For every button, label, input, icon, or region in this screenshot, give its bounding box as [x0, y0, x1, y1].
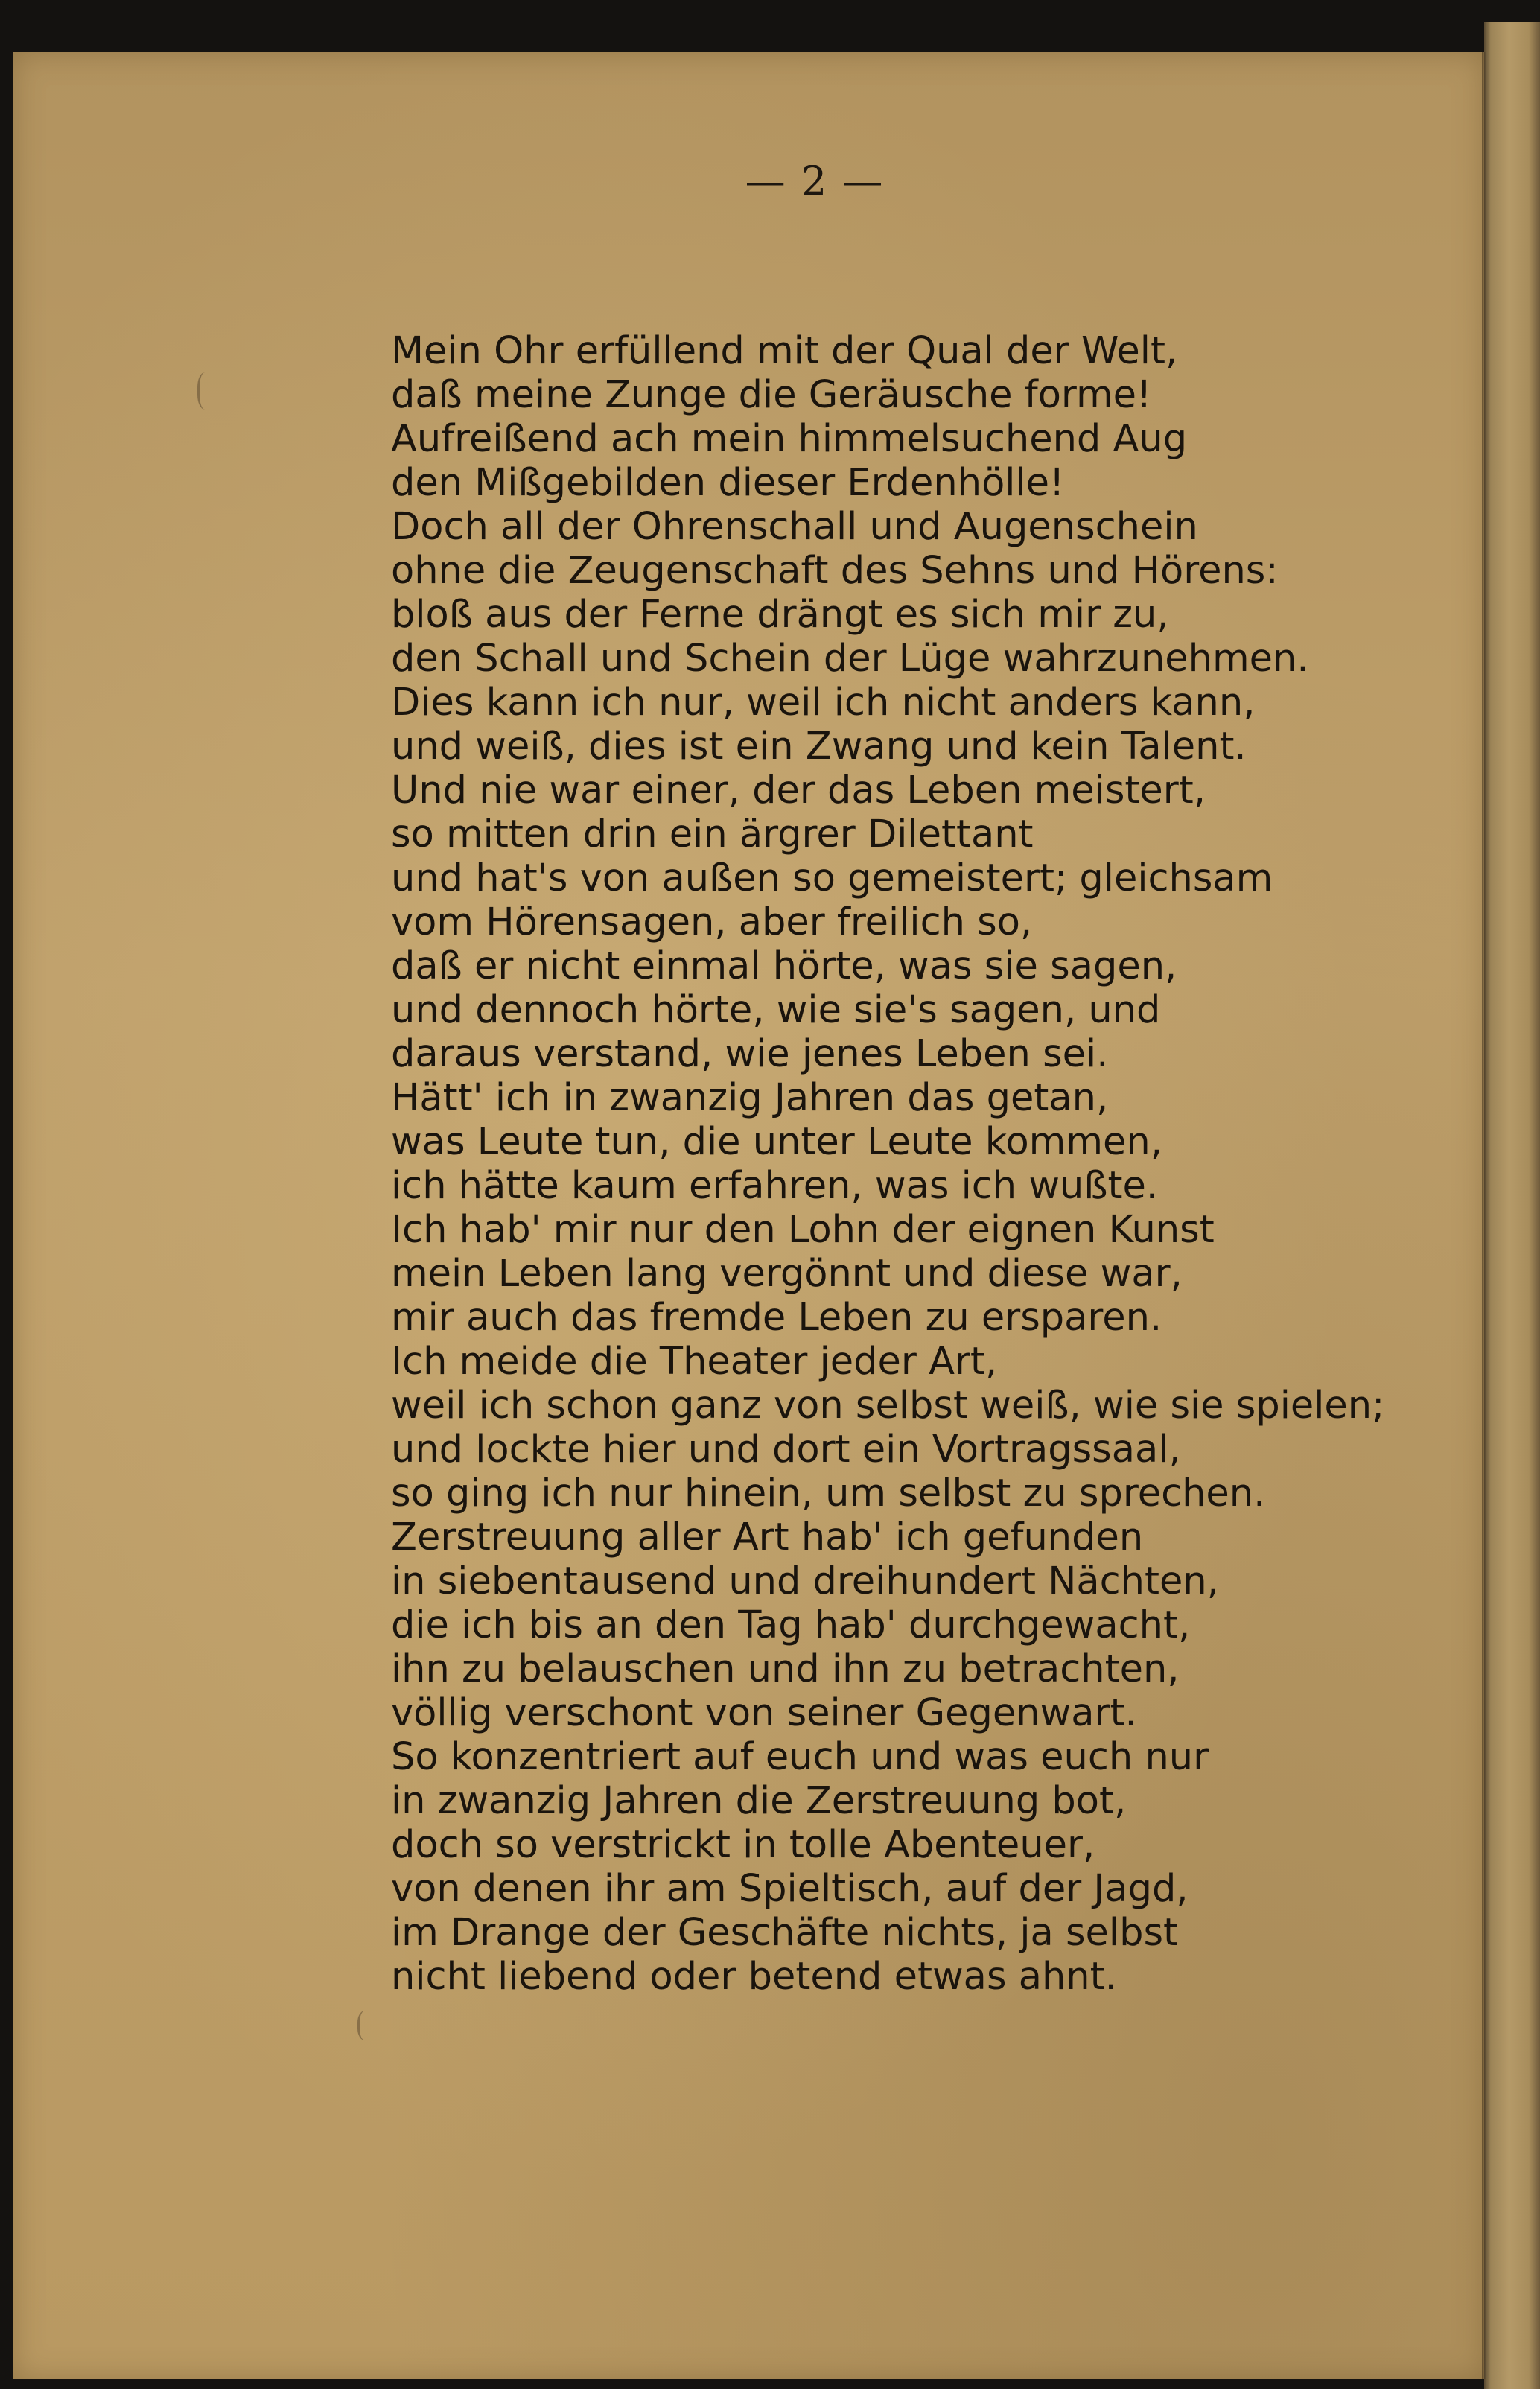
paper-blemish — [197, 372, 216, 410]
poem-line: Mein Ohr erfüllend mit der Qual der Welt, — [391, 329, 1178, 373]
poem-line: die ich bis an den Tag hab' durchgewacht, — [391, 1603, 1191, 1647]
poem-line: und weiß, dies ist ein Zwang und kein Talent. — [391, 725, 1247, 769]
poem-line: daß er nicht einmal hörte, was sie sagen, — [391, 944, 1177, 988]
poem-line: mir auch das fremde Leben zu ersparen. — [391, 1296, 1162, 1340]
poem-line: Dies kann ich nur, weil ich nicht anders kann, — [391, 681, 1256, 725]
poem-line: daraus verstand, wie jenes Leben sei. — [391, 1032, 1109, 1076]
poem-line: Und nie war einer, der das Leben meistert, — [391, 769, 1206, 812]
poem-line: ohne die Zeugenschaft des Sehns und Hörens: — [391, 549, 1279, 593]
poem-line: und hat's von außen so gemeistert; gleichsam — [391, 856, 1273, 900]
poem-line: daß meine Zunge die Geräusche forme! — [391, 373, 1152, 417]
poem-line: doch so verstrickt in tolle Abenteuer, — [391, 1823, 1095, 1867]
poem-line: ihn zu belauschen und ihn zu betrachten, — [391, 1647, 1180, 1691]
poem-line: Ich meide die Theater jeder Art, — [391, 1340, 998, 1384]
poem-line: Zerstreuung aller Art hab' ich gefunden — [391, 1515, 1144, 1559]
poem-line: so ging ich nur hinein, um selbst zu sprechen. — [391, 1472, 1266, 1515]
poem-line: ich hätte kaum erfahren, was ich wußte. — [391, 1164, 1159, 1208]
poem-line: und lockte hier und dort ein Vortragssaal, — [391, 1428, 1181, 1472]
poem-line: mein Leben lang vergönnt und diese war, — [391, 1252, 1183, 1296]
poem-line: im Drange der Geschäfte nichts, ja selbst — [391, 1911, 1179, 1955]
paper-blemish — [357, 2011, 376, 2040]
poem-line: Ich hab' mir nur den Lohn der eignen Kunst — [391, 1208, 1215, 1252]
poem-line: so mitten drin ein ärgrer Dilettant — [391, 812, 1034, 856]
poem-line: den Schall und Schein der Lüge wahrzunehmen. — [391, 637, 1309, 681]
poem-line: völlig verschont von seiner Gegenwart. — [391, 1691, 1137, 1735]
poem-line: So konzentriert auf euch und was euch nur — [391, 1735, 1209, 1779]
poem-line: Doch all der Ohrenschall und Augenschein — [391, 505, 1198, 549]
poem-line: von denen ihr am Spieltisch, auf der Jagd, — [391, 1867, 1189, 1911]
poem-line: in zwanzig Jahren die Zerstreuung bot, — [391, 1779, 1127, 1823]
poem-line: Aufreißend ach mein himmelsuchend Aug — [391, 417, 1188, 461]
poem-line: in siebentausend und dreihundert Nächten, — [391, 1559, 1219, 1603]
poem-line: vom Hörensagen, aber freilich so, — [391, 900, 1033, 944]
poem-line: was Leute tun, die unter Leute kommen, — [391, 1120, 1162, 1164]
poem-line: bloß aus der Ferne drängt es sich mir zu, — [391, 593, 1169, 637]
page-fold-shadow — [1482, 52, 1486, 2379]
adjacent-page-edge — [1484, 22, 1540, 2389]
poem-text — [391, 329, 1448, 1999]
page-number: — 2 — — [745, 158, 885, 205]
poem-line: weil ich schon ganz von selbst weiß, wie sie spielen; — [391, 1384, 1385, 1428]
poem-line: und dennoch hörte, wie sie's sagen, und — [391, 988, 1161, 1032]
poem-line: den Mißgebilden dieser Erdenhölle! — [391, 461, 1065, 505]
poem-line: nicht liebend oder betend etwas ahnt. — [391, 1955, 1117, 1999]
poem-line: Hätt' ich in zwanzig Jahren das getan, — [391, 1076, 1109, 1120]
